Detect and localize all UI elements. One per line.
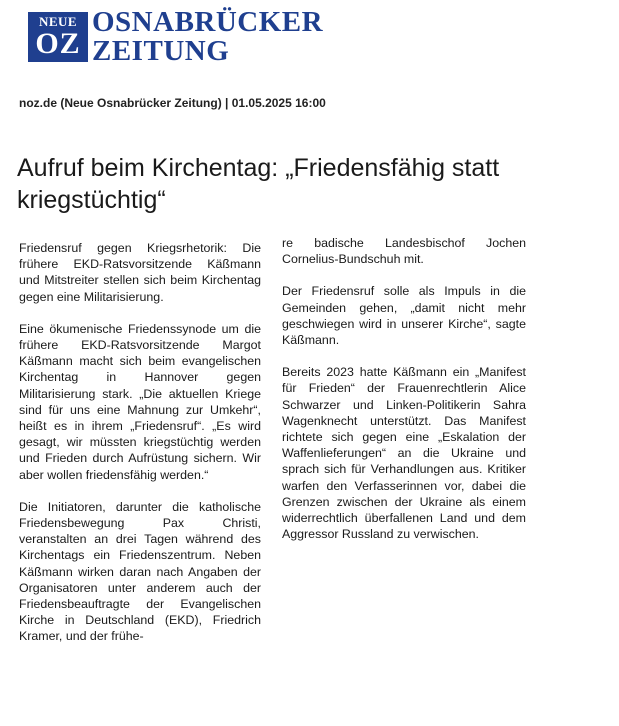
paragraph: Bereits 2023 hatte Käßmann ein „Manifest für Frieden“ der Frauenrechtlerin Alice Schwarzer und Linken-Politikerin Sahra Wagenknecht unterstützt. Das Manifest richtete sich gegen eine „Eskalation der Waffenlieferungen“ an die Ukraine und sprach sich für Verhandlungen aus. Kritiker warfen den Verfasserinnen vor, dabei die Grenzen zwischen der Ukraine als einem widerrechtlich überfallenen Land und dem Aggressor Russland zu verwischen.: [282, 365, 526, 542]
newspaper-name: [92, 8, 323, 66]
paragraph: Der Friedensruf solle als Impuls in die Gemeinden gehen, „damit nicht mehr geschwiegen wird in unserer Kirche“, sagte Käßmann.: [282, 284, 526, 348]
masthead-logo: [28, 8, 388, 66]
logo-oz: OZ: [35, 27, 81, 60]
paragraph: Friedensruf gegen Kriegsrhetorik: Die frühere EKD-Ratsvorsitzende Käßmann und Mitstreiter stellen sich beim Kirchentag gegen eine Militarisierung.: [19, 241, 261, 304]
logo-neue: NEUE: [38, 14, 78, 29]
newspaper-name-line1: OSNABRÜCKER: [92, 6, 324, 38]
paragraph: Die Initiatoren, darunter die katholische Friedensbewegung Pax Christi, veranstalten an drei Tagen während des Kirchentags ein Friedenszentrum. Neben Käßmann wirken daran nach Angaben der Organisatoren unter anderem auch der Friedensbeauftragte der Evangelischen Kirche in Deutschland (EKD), Friedrich Kramer, und der frühe-: [19, 499, 261, 644]
article-column-right: [282, 235, 526, 558]
paragraph: re badische Landesbischof Jochen Cornelius-Bundschuh mit.: [282, 236, 526, 267]
oz-logo-box: [28, 12, 88, 62]
article-column-left: [19, 240, 261, 661]
article-headline: Aufruf beim Kirchentag: „Friedensfähig statt kriegstüchtig“: [17, 154, 500, 214]
newspaper-name-line2: ZEITUNG: [92, 35, 230, 67]
source-and-date: noz.de (Neue Osnabrücker Zeitung) | 01.05.2025 16:00: [19, 96, 326, 110]
paragraph: Eine ökumenische Friedenssynode um die frühere EKD-Ratsvorsitzende Margot Käßmann macht sich beim evangelischen Kirchentag in Hannover gegen Militarisierung stark. „Die aktuellen Kriege sind für uns eine Mahnung zur Umkehr“, heißt es in ihrem „Friedensruf“. „Es wird gesagt, wir müssten kriegstüchtig werden und Frieden durch Aufrüstung sichern. Wir aber wollen friedensfähig werden.“: [19, 321, 261, 482]
